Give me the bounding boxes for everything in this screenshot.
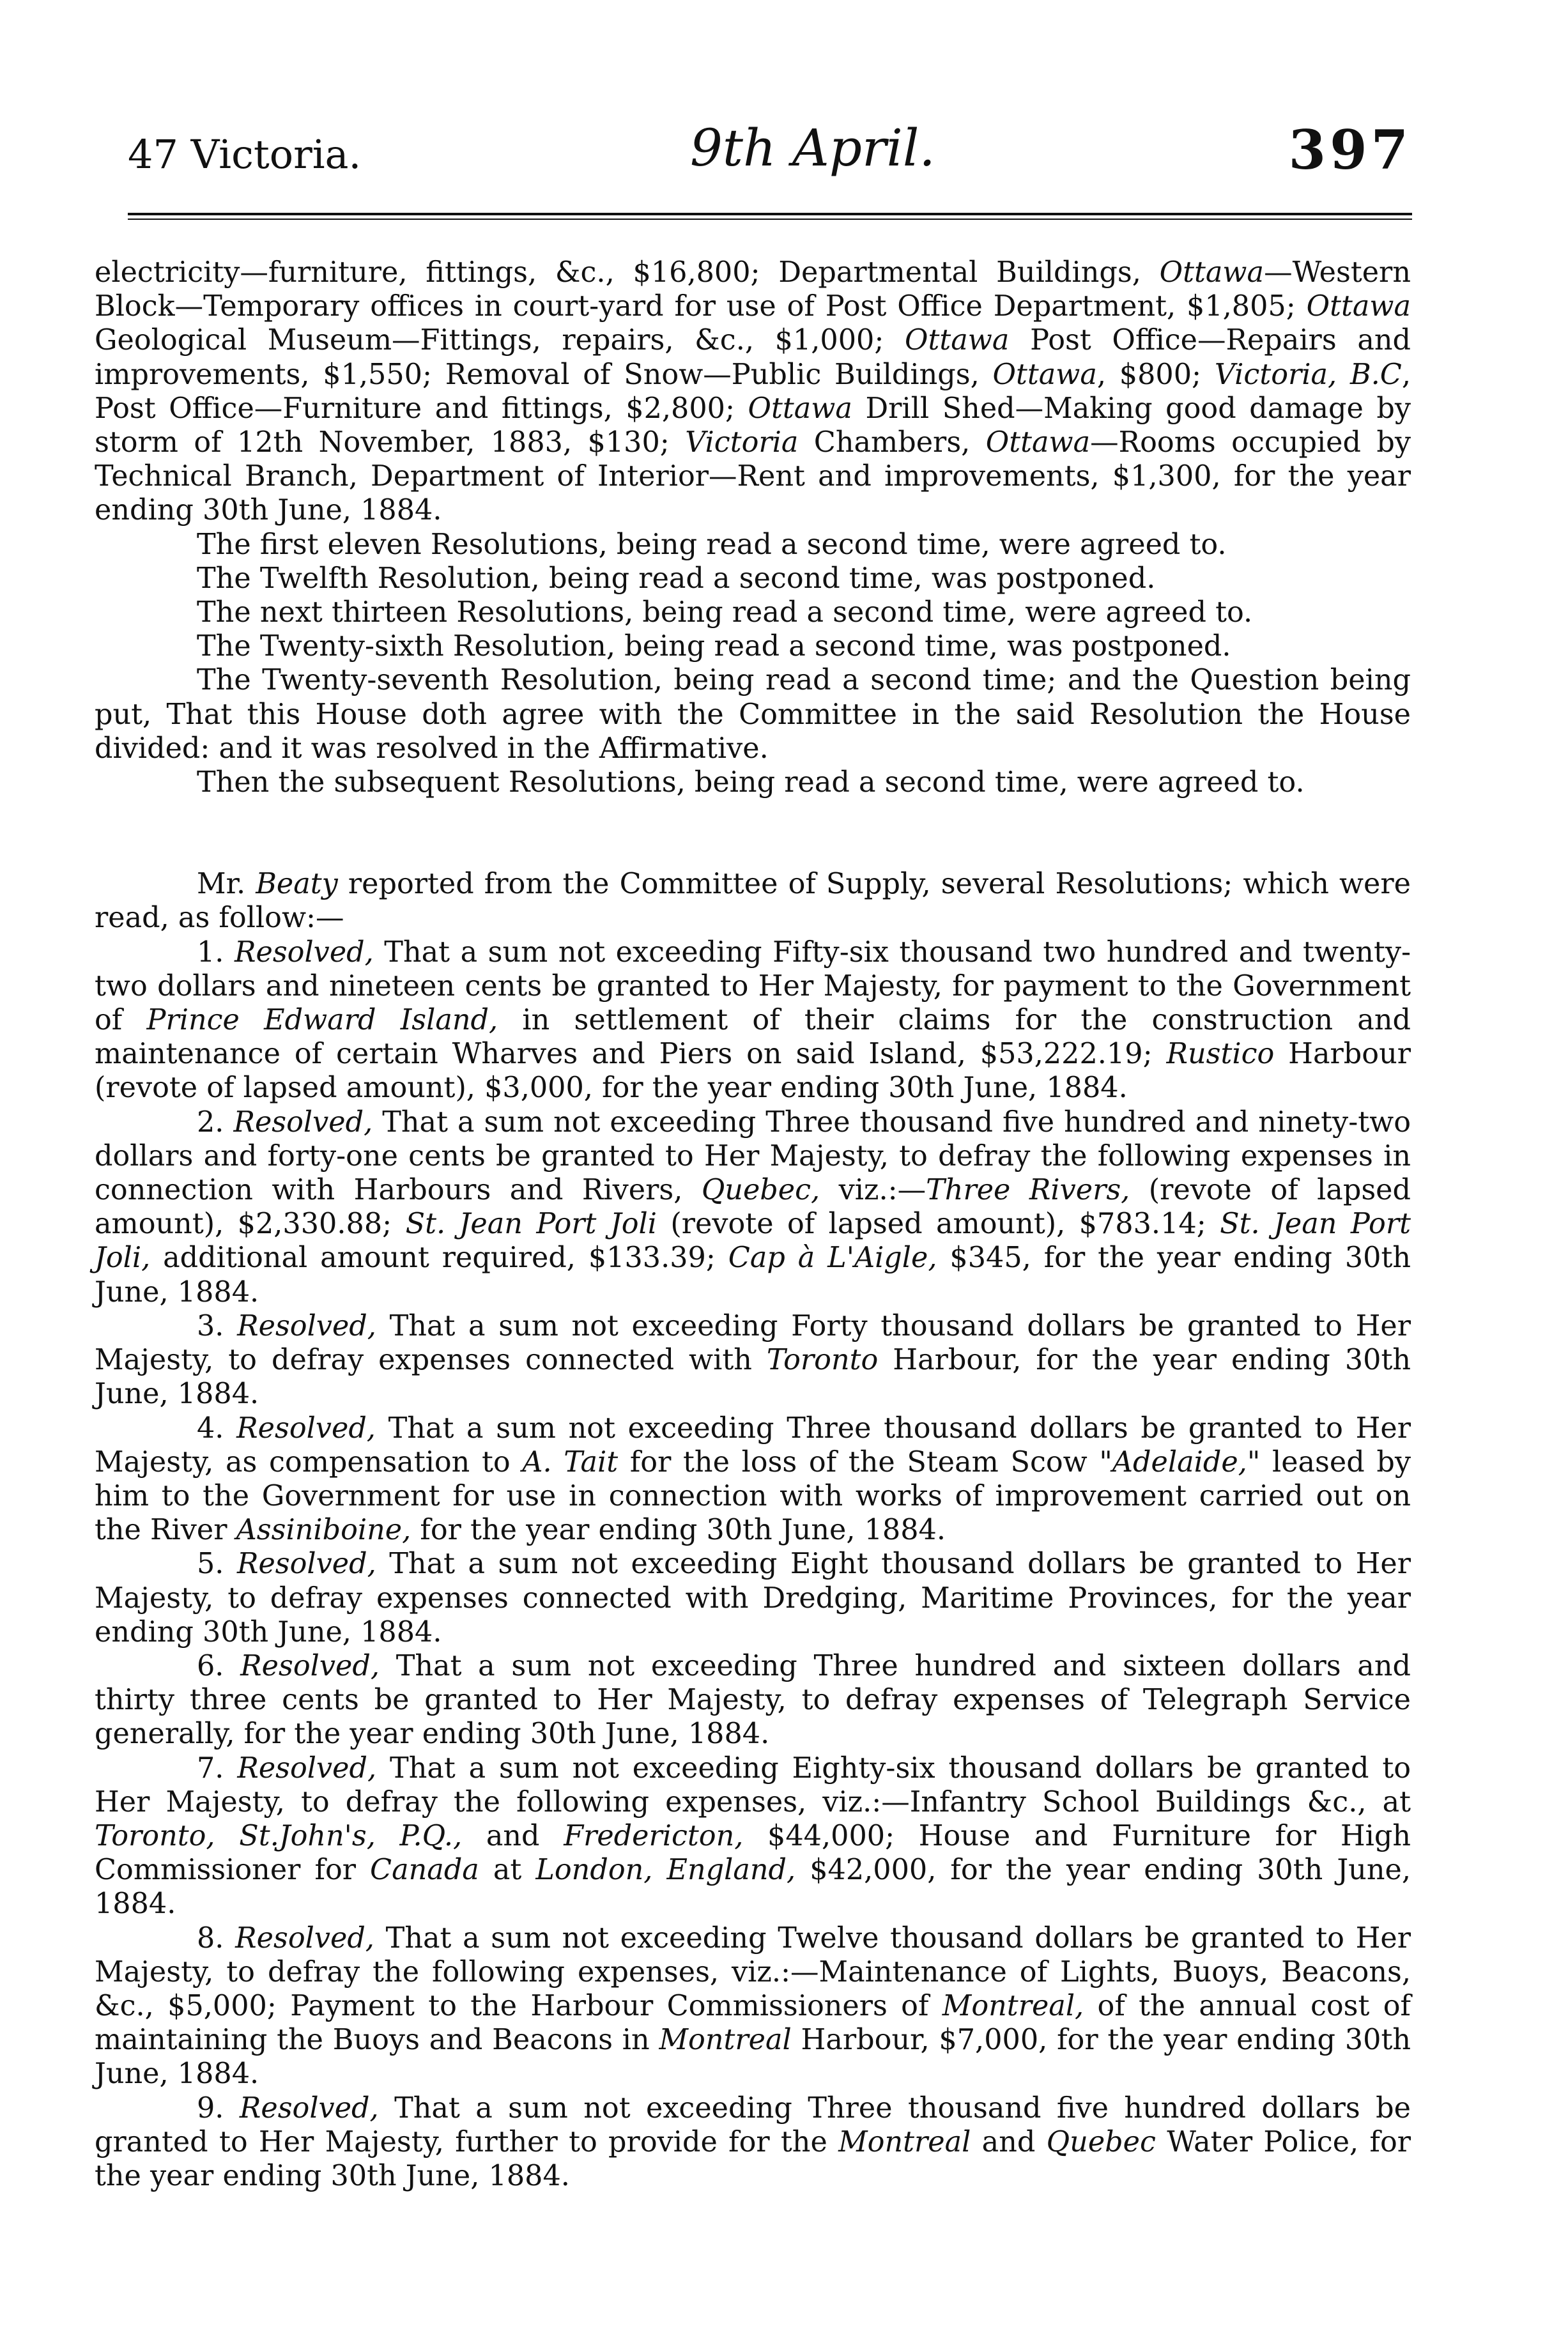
resolution-5: 5. Resolved, That a sum not exceeding Eight thousand dollars be granted to Her Majesty, to defray expenses connected with Dredging, Maritime Provinces, for the year ending 30th June, 1884. [95, 1548, 1411, 1649]
paragraph-twelfth: The Twelfth Resolution, being read a second time, was postponed. [197, 562, 1156, 595]
resolution-8: 8. Resolved, That a sum not exceeding Twelve thousand dollars be granted to Her Majesty, to defray the following expenses, viz.:—Maintenance of Lights, Buoys, Beacons, &c., $5,000; Payment to the Harbour Commissioners of Montreal, of the annual cost of maintaining the Buoys and Beacons in Montreal Harbour, $7,000, for the year ending 30th June, 1884. [95, 1921, 1411, 2091]
resolution-7: 7. Resolved, That a sum not exceeding Eighty-six thousand dollars be granted to Her Majesty, to defray the following expenses, viz.:—Infantry School Buildings &c., at Toronto, St.John's, P.Q., and Fredericton, $44,000; House and Furniture for High Commissioner for Canada at London, England, $42,000, for the year ending 30th June, 1884. [95, 1751, 1411, 1921]
resolution-2: 2. Resolved, That a sum not exceeding Three thousand five hundred and ninety-two dollars and forty-one cents be granted to Her Majesty, to defray the following expenses in connection with Harbours and Rivers, Quebec, viz.:—Three Rivers, (revote of lapsed amount), $2,330.88; St. Jean Port Joli (revote of lapsed amount), $783.14; St. Jean Port Joli, additional amount required, $133.39; Cap à L'Aigle, $345, for the year ending 30th June, 1884. [95, 1105, 1411, 1309]
resolution-9: 9. Resolved, That a sum not exceeding Three thousand five hundred dollars be granted to Her Majesty, further to provide for the Montreal and Quebec Water Police, for the year ending 30th June, 1884. [95, 2091, 1411, 2192]
date-heading: 9th April. [690, 118, 935, 178]
paragraph-beaty-report: Mr. Beaty reported from the Committee of Supply, several Resolutions; which were read, as follow:— [95, 868, 1411, 935]
page-body [95, 256, 1411, 2193]
paragraph-first-eleven: The first eleven Resolutions, being read a second time, were agreed to. [197, 528, 1227, 561]
paragraph-twenty-seventh: The Twenty-seventh Resolution, being read a second time; and the Question being put, That this House doth agree with the Committee in the said Resolution the House divided: and it was resolved in the Affirmative. [95, 664, 1411, 765]
page-number: 397 [1288, 118, 1412, 181]
header-rule-thin [128, 219, 1412, 220]
resolution-3: 3. Resolved, That a sum not exceeding Forty thousand dollars be granted to Her Majesty, to defray expenses connected with Toronto Harbour, for the year ending 30th June, 1884. [95, 1309, 1411, 1411]
resolution-6: 6. Resolved, That a sum not exceeding Three hundred and sixteen dollars and thirty three cents be granted to Her Majesty, to defray expenses of Telegraph Service generally, for the year ending 30th June, 1884. [95, 1649, 1411, 1751]
paragraph-continued-estimates: electricity—furniture, fittings, &c., $16,800; Departmental Buildings, Ottawa—Western Block—Temporary offices in court-yard for use of Post Office Department, $1,805; Ottawa Geological Museum—Fittings, repairs, &c., $1,000; Ottawa Post Office—Repairs and improvements, $1,550; Removal of Snow—Public Buildings, Ottawa, $800; Victoria, B.C, Post Office—Furniture and fittings, $2,800; Ottawa Drill Shed—Making good damage by storm of 12th November, 1883, $130; Victoria Chambers, Ottawa—Rooms occupied by Technical Branch, Department of Interior—Rent and improvements, $1,300, for the year ending 30th June, 1884. [95, 256, 1411, 527]
paragraph-subsequent: Then the subsequent Resolutions, being read a second time, were agreed to. [197, 766, 1305, 799]
resolution-1: 1. Resolved, That a sum not exceeding Fifty-six thousand two hundred and twenty-two dollars and nineteen cents be granted to Her Majesty, for payment to the Government of Prince Edward Island, in settlement of their claims for the construction and maintenance of certain Wharves and Piers on said Island, $53,222.19; Rustico Harbour (revote of lapsed amount), $3,000, for the year ending 30th June, 1884. [95, 935, 1411, 1105]
paragraph-twenty-sixth: The Twenty-sixth Resolution, being read a second time, was postponed. [197, 630, 1231, 663]
session-label: 47 Victoria. [128, 131, 362, 178]
paragraph-next-thirteen: The next thirteen Resolutions, being read a second time, were agreed to. [197, 596, 1253, 629]
resolution-4: 4. Resolved, That a sum not exceeding Three thousand dollars be granted to Her Majesty, as compensation to A. Tait for the loss of the Steam Scow "Adelaide," leased by him to the Government for use in connection with works of improvement carried out on the River Assiniboine, for the year ending 30th June, 1884. [95, 1412, 1411, 1547]
page-header [128, 118, 1412, 201]
header-rule [128, 213, 1412, 215]
